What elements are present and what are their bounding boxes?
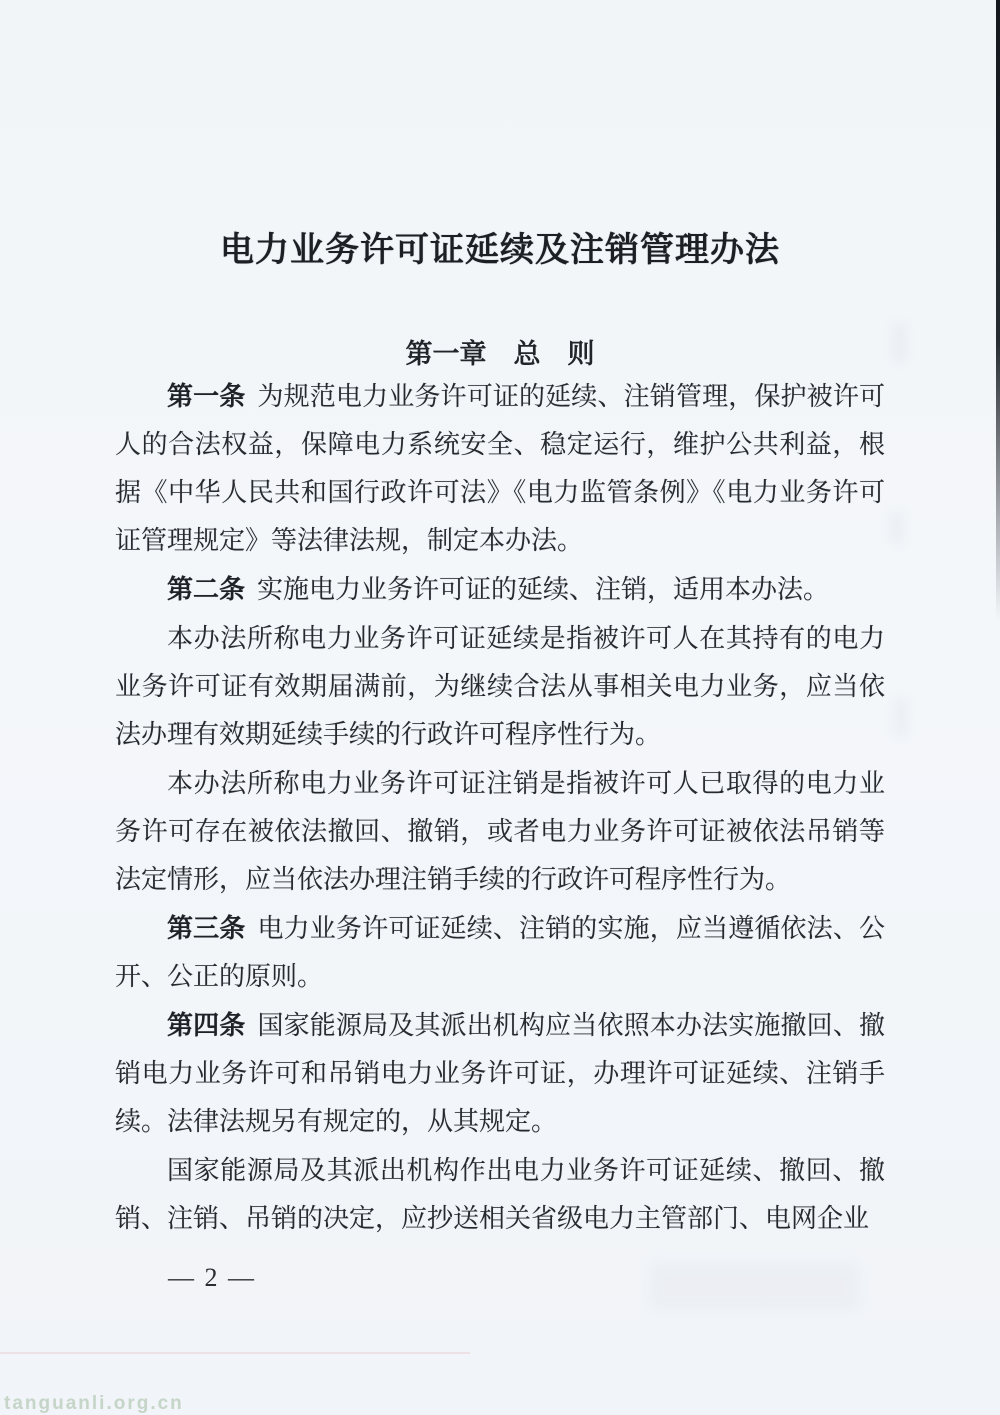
scan-ghost-artifact bbox=[893, 322, 906, 364]
paragraph-text: 国家能源局及其派出机构作出电力业务许可证延续、撤回、撤销、注销、吊销的决定，应抄送相关省级电力主管部门、电网企业 bbox=[115, 1156, 885, 1233]
article-number: 第二条 bbox=[167, 574, 246, 604]
article-number: 第一条 bbox=[167, 381, 246, 411]
scan-ghost-artifact bbox=[895, 698, 907, 736]
paragraph-text: 为规范电力业务许可证的延续、注销管理，保护被许可人的合法权益，保障电力系统安全、稳定运行，维护公共利益，根据《中华人民共和国行政许可法》《电力监管条例》《电力业务许可证管理规定》等法律法规，制定本办法。 bbox=[115, 382, 885, 555]
paragraph-text: 本办法所称电力业务许可证延续是指被许可人在其持有的电力业务许可证有效期届满前，为继续合法从事相关电力业务，应当依法办理有效期延续手续的行政许可程序性行为。 bbox=[115, 624, 885, 749]
article-number: 第四条 bbox=[167, 1010, 246, 1040]
paragraph-text: 本办法所称电力业务许可证注销是指被许可人已取得的电力业务许可存在被依法撤回、撤销，或者电力业务许可证被依法吊销等法定情形，应当依法办理注销手续的行政许可程序性行为。 bbox=[115, 769, 885, 894]
paragraph-text: 电力业务许可证延续、注销的实施，应当遵循依法、公开、公正的原则。 bbox=[115, 914, 885, 991]
document-body bbox=[115, 372, 885, 1243]
paragraph-text: 国家能源局及其派出机构应当依照本办法实施撤回、撤销电力业务许可和吊销电力业务许可证，办理许可证延续、注销手续。法律法规另有规定的，从其规定。 bbox=[115, 1011, 885, 1136]
paragraph-article-3 bbox=[115, 904, 885, 1001]
scan-edge-artifact bbox=[996, 0, 1000, 620]
scan-ghost-artifact bbox=[650, 1262, 860, 1310]
chapter-heading: 第一章 总 则 bbox=[405, 339, 595, 369]
scan-line-artifact bbox=[0, 1352, 470, 1354]
paragraph-definition-renewal bbox=[115, 614, 885, 759]
watermark-text: tanguanli.org.cn bbox=[4, 1393, 184, 1414]
paragraph-definition-cancellation bbox=[115, 759, 885, 904]
paragraph-article-4 bbox=[115, 1001, 885, 1146]
paragraph-article-2 bbox=[115, 565, 885, 614]
paragraph-text: 实施电力业务许可证的延续、注销，适用本办法。 bbox=[257, 575, 830, 604]
scan-ghost-artifact bbox=[891, 512, 903, 544]
paragraph-article-1 bbox=[115, 372, 885, 565]
page-number: — 2 — bbox=[168, 1263, 256, 1292]
paragraph-notification bbox=[115, 1146, 885, 1243]
article-number: 第三条 bbox=[167, 913, 246, 943]
document-title: 电力业务许可证延续及注销管理办法 bbox=[220, 232, 780, 269]
